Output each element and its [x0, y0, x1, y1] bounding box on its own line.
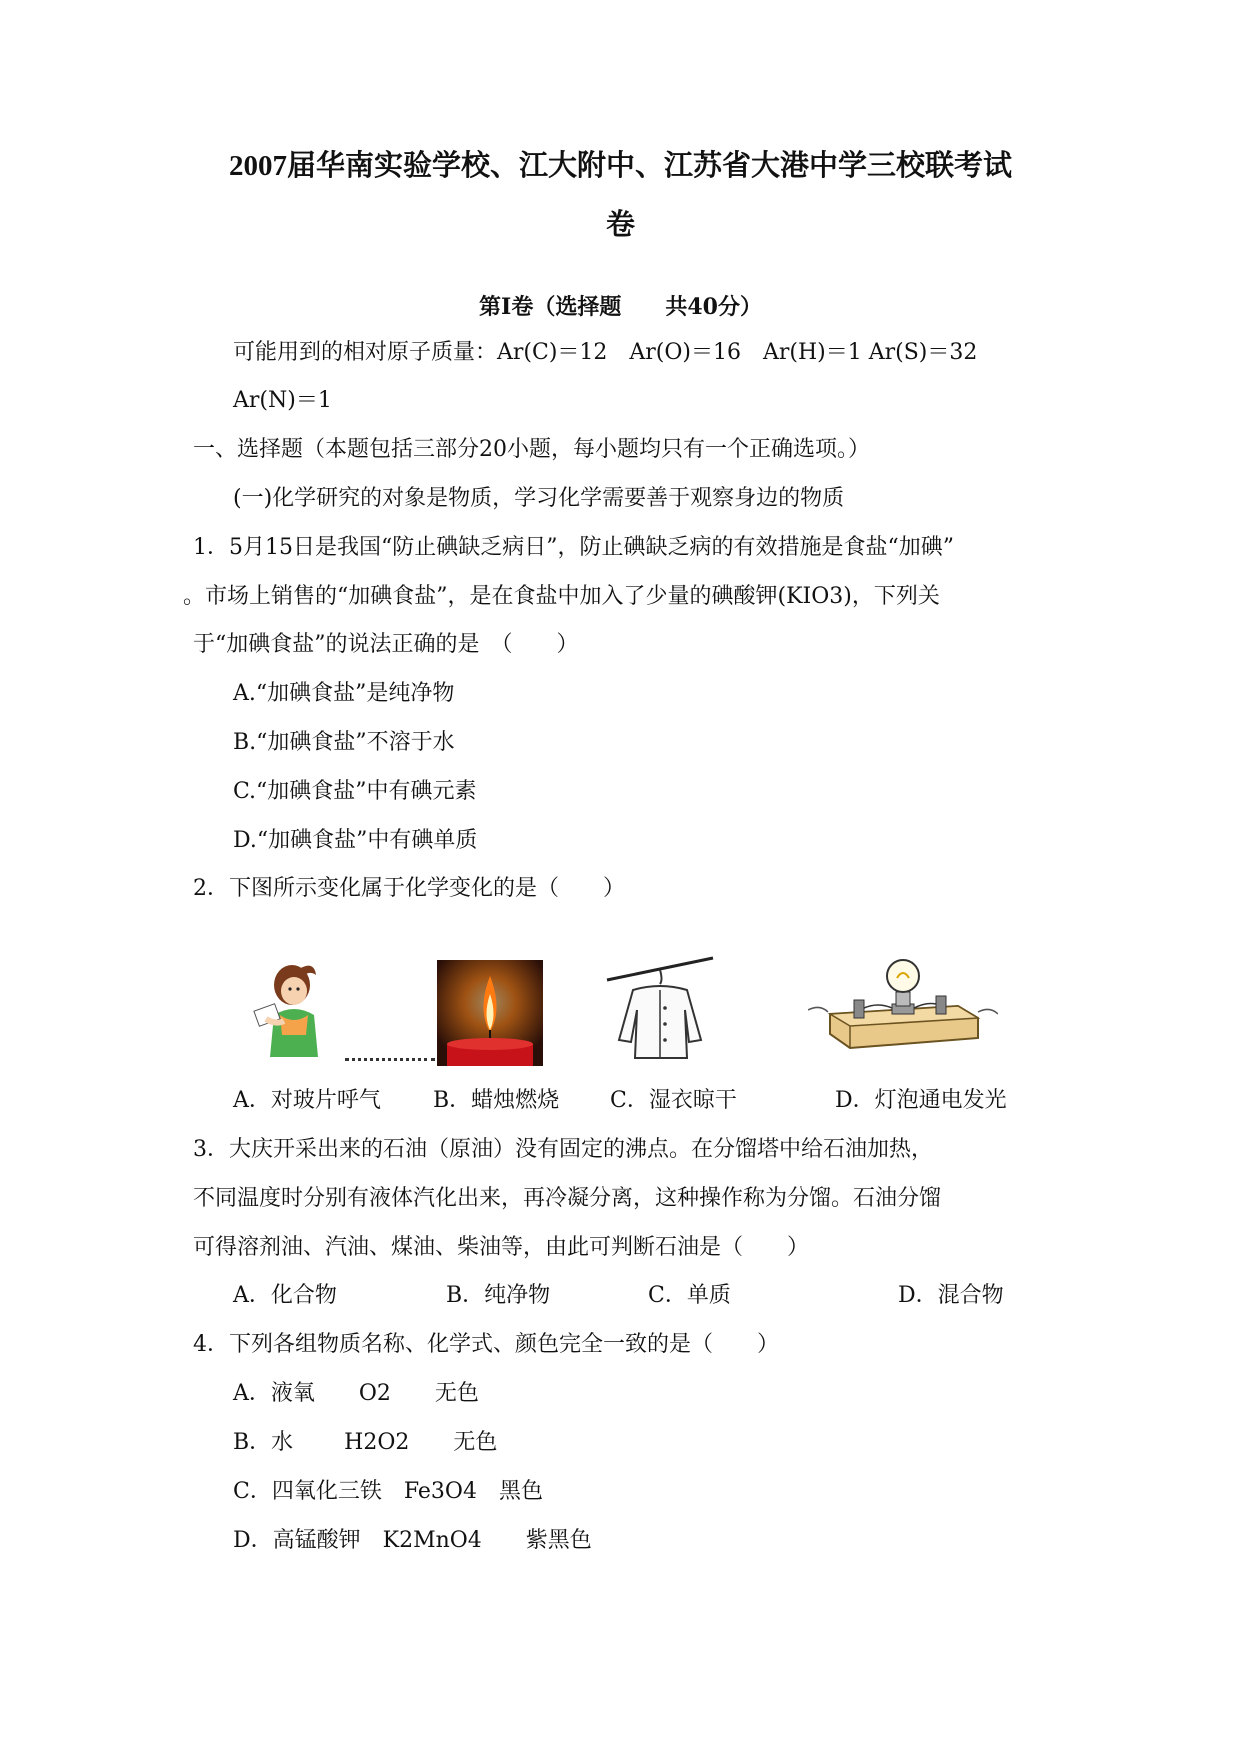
section-title: 第I卷（选择题 共40分） [479, 294, 762, 320]
question-3-option-c: C．单质 [648, 1283, 731, 1308]
question-4-line1: 4．下列各组物质名称、化学式、颜色完全一致的是（ ） [193, 1332, 779, 1357]
question-3-option-d: D．混合物 [898, 1283, 1004, 1308]
question-2-option-c: C．湿衣晾干 [610, 1088, 737, 1113]
question-1-option-b: B.“加碘食盐”不溶于水 [233, 730, 455, 755]
page-title-line1: 2007届华南实验学校、江大附中、江苏省大港中学三校联考试 [228, 150, 1012, 182]
question-1-option-c: C.“加碘食盐”中有碘元素 [233, 779, 477, 804]
part-one-subheading: (一)化学研究的对象是物质，学习化学需要善于观察身边的物质 [233, 486, 845, 511]
question-2-option-b: B．蜡烛燃烧 [433, 1088, 560, 1113]
question-4-option-b: B．水 H2O2 无色 [233, 1430, 498, 1455]
question-2-option-a: A．对玻片呼气 [233, 1088, 381, 1113]
question-3-line1: 3．大庆开采出来的石油（原油）没有固定的沸点。在分馏塔中给石油加热， [193, 1137, 933, 1162]
atomic-mass-line1: 可能用到的相对原子质量：Ar(C)＝12 Ar(O)＝16 Ar(H)＝1 Ar(S)＝32 [233, 340, 978, 365]
page-title-line2: 卷 [605, 209, 635, 241]
part-one-heading: 一、选择题（本题包括三部分20小题，每小题均只有一个正确选项。） [193, 437, 870, 462]
question-1-line1: 1．5月15日是我国“防止碘缺乏病日”，防止碘缺乏病的有效措施是食盐“加碘” [193, 535, 954, 560]
question-4-option-a: A．液氧 O2 无色 [233, 1381, 479, 1406]
dotted-separator [345, 1058, 435, 1065]
question-4-option-c: C．四氧化三铁 Fe3O4 黑色 [233, 1479, 543, 1504]
question-3-option-a: A．化合物 [233, 1283, 337, 1308]
girl-breathing-on-glass-icon [244, 955, 344, 1065]
atomic-mass-line2: Ar(N)＝1 [233, 388, 332, 413]
question-2-option-d: D．灯泡通电发光 [835, 1088, 1007, 1113]
question-1-option-d: D.“加碘食盐”中有碘单质 [233, 828, 478, 853]
wet-clothes-drying-icon [605, 950, 715, 1065]
question-1-line2: 。市场上销售的“加碘食盐”，是在食盐中加入了少量的碘酸钾(KIO3)，下列关 [183, 584, 940, 609]
question-2-line1: 2．下图所示变化属于化学变化的是（ ） [193, 876, 625, 901]
light-bulb-circuit-icon [808, 948, 998, 1058]
question-1-line3: 于“加碘食盐”的说法正确的是 （ ） [193, 632, 579, 657]
question-3-line2: 不同温度时分别有液体汽化出来，再冷凝分离，这种操作称为分馏。石油分馏 [193, 1186, 942, 1211]
question-1-option-a: A.“加碘食盐”是纯净物 [233, 681, 455, 706]
question-3-line3: 可得溶剂油、汽油、煤油、柴油等，由此可判断石油是（ ） [193, 1235, 810, 1260]
burning-candle-icon [437, 960, 543, 1066]
question-4-option-d: D．高锰酸钾 K2MnO4 紫黑色 [233, 1528, 592, 1553]
question-3-option-b: B．纯净物 [446, 1283, 551, 1308]
